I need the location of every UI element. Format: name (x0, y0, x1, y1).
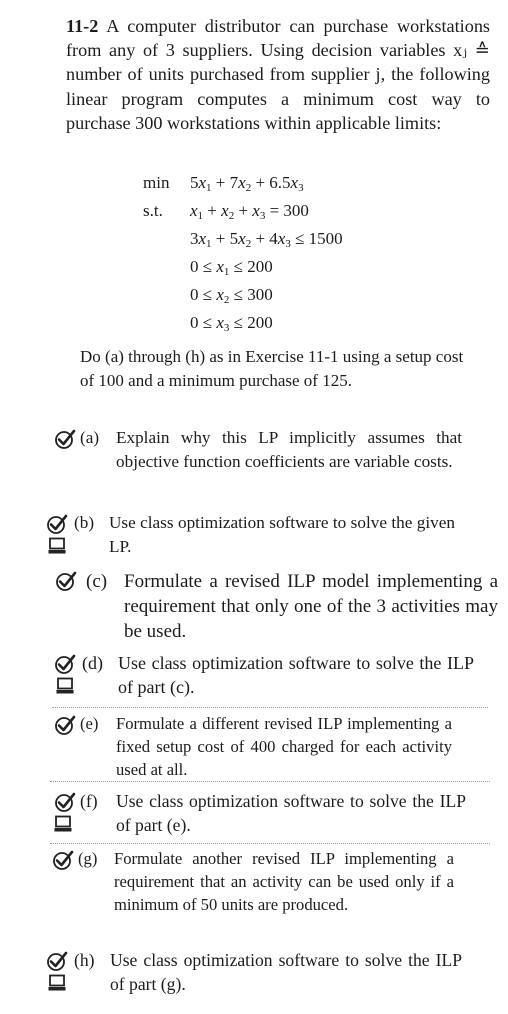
computer-icon (48, 974, 66, 992)
part-label: (b) (74, 513, 95, 532)
subject-to-keyword: s.t. (143, 201, 163, 220)
check-icon (46, 950, 68, 972)
part-text: Formulate a different revised ILP implementing a fixed setup cost of 400 charged for each activity used at all. (116, 714, 452, 779)
divider (50, 843, 490, 844)
check-icon (54, 428, 76, 450)
bound-x3: $0 \le x_3 \le 200$ (190, 313, 273, 334)
part-text: Use class optimization software to solve the ILP of part (c). (118, 653, 474, 697)
part-label: (d) (82, 653, 103, 673)
bound-x1: $0 \le x_1 \le 200$ (190, 257, 273, 278)
constraint-capacity: $3x_1 + 5x_2 + 4x_3 \le 1500$ (190, 229, 343, 250)
check-icon (46, 513, 68, 535)
check-icon (54, 653, 76, 675)
bound-x2: $0 \le x_2 \le 300$ (190, 285, 273, 306)
objective-function: $5x_1 + 7x_2 + 6.5x_3$ (190, 173, 304, 194)
divider (50, 781, 490, 782)
problem-text: A computer distributor can purchase workstations from any of 3 suppliers. Using decision variables xⱼ ≙ number of units purchased from supplier j, the following linear program computes a minimum cost way to purchase 300 workstations within applicable limits: (66, 16, 490, 133)
check-icon (54, 714, 76, 736)
computer-icon (48, 537, 66, 555)
part-label: (h) (74, 950, 95, 970)
constraint-sum: $x_1 + x_2 + x_3 = 300$ (190, 201, 309, 222)
part-label: (a) (80, 428, 100, 447)
part-text: Use class optimization software to solve the ILP of part (e). (116, 791, 466, 835)
computer-icon (54, 815, 72, 833)
check-icon (54, 791, 76, 813)
problem-statement (66, 14, 490, 135)
part-text: Use class optimization software to solve the given LP. (109, 513, 455, 556)
instruction-text: Do (a) through (h) as in Exercise 11-1 using a setup cost of 100 and a minimum purchase of 125. (80, 347, 464, 390)
divider (52, 707, 488, 708)
part-text: Formulate a revised ILP model implementing a requirement that only one of the 3 activities may be used. (124, 571, 498, 642)
check-icon (52, 849, 74, 871)
part-label: (e) (80, 714, 99, 733)
part-label: (g) (78, 849, 98, 868)
min-keyword: min (143, 173, 170, 192)
part-text: Use class optimization software to solve the ILP of part (g). (110, 950, 462, 994)
part-text: Formulate another revised ILP implementing a requirement that an activity can be used only if a minimum of 50 units are produced. (114, 849, 454, 914)
part-label: (c) (86, 571, 108, 592)
part-text: Explain why this LP implicitly assumes that objective function coefficients are variable costs. (116, 428, 462, 471)
problem-number: 11-2 (66, 16, 99, 36)
computer-icon (56, 677, 74, 695)
part-label: (f) (80, 791, 98, 811)
check-icon (55, 570, 77, 592)
